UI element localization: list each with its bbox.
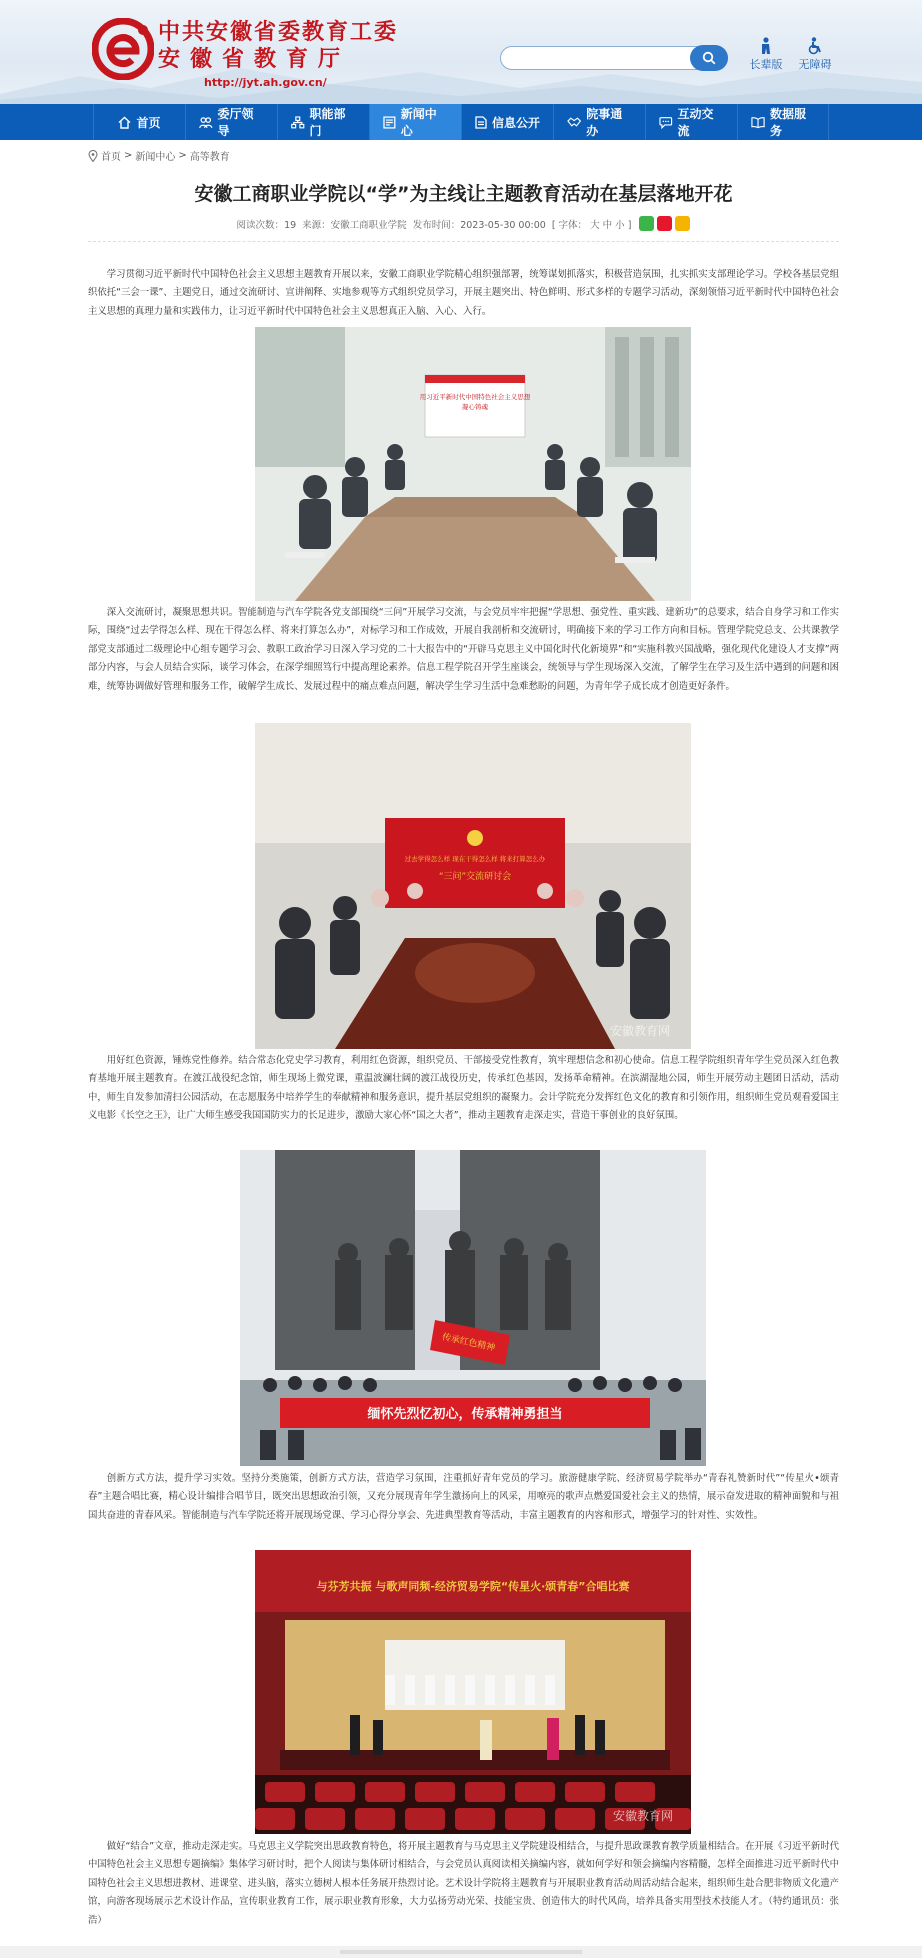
nav-label: 数据服务 [770, 107, 807, 138]
article-paragraph-5: 做好“结合”文章，推动走深走实。马克思主义学院突出思政教育特色，将开展主题教育与马克思主义学院建设相结合，与提升思政课教育教学质量相结合。在开展《习近平新时代中国特色社会主义思想专题摘编》集体学习研讨时，把个人阅读与集体研讨相结合，与会党员认真阅读相关摘编内容，就如何学好和领会摘编内容精髓，怎样全面推进习近平新时代中国特色社会主义思想进教材、进课堂、进头脑，落实立德树人根本任务展开热烈讨论。艺术设计学院将主题教育与开展职业教育活动周活动结合起来，组织师生赴合肥非物质文化遗产馆，向游客现场展示艺术设计作品，宣传职业教育工作，展示职业教育形象，大力弘扬劳动光荣、技能宝贵、创造伟大的时代风尚，培养具备实用型技术技能人才。（特约通讯员：张浩） [88, 1841, 839, 1926]
elder-mode-label: 长辈版 [749, 58, 783, 71]
font-size-end: ] [627, 219, 632, 231]
article-photo-2 [255, 723, 691, 1049]
watermark: 安徽教育网 [609, 1024, 671, 1038]
nav-item-data[interactable] [737, 104, 829, 140]
seminar-photo-image [255, 723, 691, 1049]
site-logo-icon[interactable] [92, 18, 154, 80]
flag-text: 传承红色精神 [440, 1332, 496, 1354]
banner-text: 与芬芳共振 与歌声同频-经济贸易学院“传星火·颂青春”合唱比赛 [316, 1580, 630, 1593]
nav-label: 互动交流 [677, 107, 714, 138]
slide-title-line2: 凝心铸魂 [462, 403, 488, 411]
search-button[interactable] [690, 45, 728, 71]
watermark: 安徽教育网 [612, 1809, 674, 1823]
accessibility-label: 无障碍 [798, 58, 832, 71]
meeting-photo-image [255, 327, 691, 601]
nav-label: 信息公开 [492, 115, 541, 130]
article-meta [88, 216, 839, 231]
date-label: 发布时间： [412, 219, 461, 231]
article-paragraph-1: 学习贯彻习近平新时代中国特色社会主义思想主题教育开展以来，安徽工商职业学院精心组织强部署，统筹谋划抓落实，积极营造氛围，扎实抓实支部理论学习。学校各基层党组织依托“三会一课”、主题党日，通过交流研讨、宣讲阐释、实地参观等方式组织党员学习，开展主题突出、特色鲜明、形式多样的专题学习活动，深刻领悟习近平新时代中国特色社会主义思想的真理力量和实践伟力，让习近平新时代中国特色社会主义思想真正入脑、入心、入行。 [88, 269, 839, 317]
breadcrumb-separator: > [124, 150, 133, 161]
people-icon [199, 116, 213, 129]
article [88, 170, 839, 242]
document-list-icon [475, 116, 487, 129]
elder-mode-button[interactable] [741, 36, 791, 72]
font-size-small[interactable]: 小 [615, 219, 625, 231]
wechat-share-icon[interactable] [639, 216, 654, 231]
wheelchair-icon [807, 37, 823, 55]
article-photo-4 [255, 1550, 691, 1834]
breadcrumb-news[interactable]: 新闻中心 [135, 152, 176, 163]
location-pin-icon [88, 150, 98, 162]
nav-item-leaders[interactable] [185, 104, 277, 140]
nav-item-news[interactable] [369, 104, 461, 140]
memorial-group-photo-image [240, 1150, 706, 1466]
nav-label: 职能部门 [309, 107, 346, 138]
site-header [0, 0, 922, 104]
nav-label: 院事通办 [586, 107, 623, 138]
nav-item-departments[interactable] [277, 104, 369, 140]
article-title: 安徽工商职业学院以“学”为主线让主题教育活动在基层落地开花 [194, 183, 733, 205]
slide-title-line2: “三问”交流研讨会 [438, 872, 512, 882]
favorite-star-icon[interactable] [675, 216, 690, 231]
article-paragraph-4: 创新方式方法，提升学习实效。坚持分类施策，创新方式方法，营造学习氛围，注重抓好青年党员的学习。旅游健康学院、经济贸易学院举办“青春礼赞新时代”“传星火•颂青春”主题合唱比赛，精心设计编排合唱节目，既突出思想政治引领，又充分展现青年学生激扬向上的风采，用嘹亮的歌声点燃爱国爱社会主义的热情，展示奋发进取的精神面貌和与祖国共奋进的青春风采。智能制造与汽车学院还将开展现场党课、学习心得分享会、先进典型教育等活动，丰富主题教育的内容和形式，增强学习的针对性、实效性。 [88, 1473, 839, 1521]
breadcrumb-home[interactable]: 首页 [101, 152, 121, 163]
nav-label: 新闻中心 [400, 107, 437, 138]
share-buttons [639, 216, 690, 231]
banner-text: 缅怀先烈忆初心，传承精神勇担当 [367, 1407, 563, 1422]
article-paragraph-3: 用好红色资源，锤炼党性修养。结合常态化党史学习教育，利用红色资源，组织党员、干部接受党性教育，筑牢理想信念和初心使命。信息工程学院组织青年学生党员深入红色教育基地开展主题教育。在渡江战役纪念馆，师生现场上微党课，重温波澜壮阔的渡江战役历史，传承红色基因，发扬革命精神。在滨湖湿地公园，师生开展劳动主题团日活动，活动中，师生自发参加清扫公园活动，在志愿服务中培养学生的奉献精神和服务意识，提升基层党组织的凝聚力。会计学院充分发挥红色文化的教育和引领作用，组织师生党员观看爱国主义电影《长空之王》，让广大师生感受我国国防实力的长足进步，激励大家心怀“国之大者”，推动主题教育走深走实，营造干事创业的良好氛围。 [88, 1055, 839, 1122]
article-paragraph-2: 深入交流研讨，凝聚思想共识。智能制造与汽车学院各党支部围绕“三问”开展学习交流，与会党员牢牢把握“学思想、强党性、重实践、建新功”的总要求，结合自身学习和工作实际，围绕“过去学得怎么样、现在干得怎么样、将来打算怎么办”，对标学习和工作成效，开展自我剖析和交流研讨，明确接下来的学习工作方向和目标。管理学院党总支、公共课教学部党支部通过二级理论中心组专题学习会、教职工政治学习日深入学习党的二十大报告中的“开辟马克思主义中国化时代化新境界”和“实施科教兴国战略，强化现代化建设人才支撑”两部分内容，与会人员结合实际，谈学习体会，在深学细照笃行中提高理论素养。信息工程学院召开学生座谈会，统领导与学生现场深入交流，了解学生在学习及生活中遇到的问题和困难，统筹协调做好管理和服务工作，破解学生成长、发展过程中的痛点难点问题，解决学生学习生活中急难愁盼的问题，为青年学子成长成才创造更好条件。 [88, 607, 839, 692]
nav-item-home[interactable] [93, 104, 185, 140]
breadcrumb-separator: > [178, 150, 187, 161]
handshake-icon [567, 116, 581, 129]
font-size-large[interactable]: 大 [590, 219, 600, 231]
book-icon [751, 116, 765, 129]
breadcrumb-current[interactable]: 高等教育 [189, 152, 230, 163]
font-size-label: [ 字体： [551, 219, 588, 231]
font-size-medium[interactable]: 中 [602, 219, 613, 231]
weibo-share-icon[interactable] [657, 216, 672, 231]
slide-title-line1: 用习近平新时代中国特色社会主义思想 [419, 393, 531, 401]
nav-item-services[interactable] [553, 104, 645, 140]
nav-label: 委厅领导 [217, 107, 254, 138]
home-icon [118, 116, 131, 129]
views-count: 19 [284, 219, 297, 231]
org-chart-icon [291, 116, 305, 129]
breadcrumb [88, 148, 230, 163]
site-url: http://jyt.ah.gov.cn/ [204, 76, 327, 89]
article-photo-1 [255, 327, 691, 601]
slide-title-line1: 过去学得怎么样 现在干得怎么样 将来打算怎么办 [404, 855, 546, 863]
site-title[interactable] [158, 20, 398, 89]
site-name-line1: 中共安徽省委教育工委 [158, 20, 399, 45]
accessibility-button[interactable] [790, 36, 840, 72]
site-name-line2: 安徽省教育厅 [158, 47, 351, 72]
footer-divider [340, 1950, 582, 1954]
news-icon [383, 116, 396, 129]
divider [88, 241, 839, 242]
nav-item-disclosure[interactable] [461, 104, 553, 140]
search-icon [702, 51, 716, 65]
chat-icon [659, 116, 673, 129]
nav-label: 首页 [136, 115, 161, 130]
elder-person-icon [759, 37, 773, 55]
views-label: 阅读次数： [236, 219, 285, 231]
chorus-photo-image [255, 1550, 691, 1834]
publish-date: 2023-05-30 00:00 [460, 219, 546, 231]
nav-item-interaction[interactable] [645, 104, 737, 140]
source-label: 来源： [302, 219, 331, 231]
main-nav [0, 104, 922, 140]
source-value: 安徽工商职业学院 [330, 219, 407, 231]
article-photo-3 [240, 1150, 706, 1466]
